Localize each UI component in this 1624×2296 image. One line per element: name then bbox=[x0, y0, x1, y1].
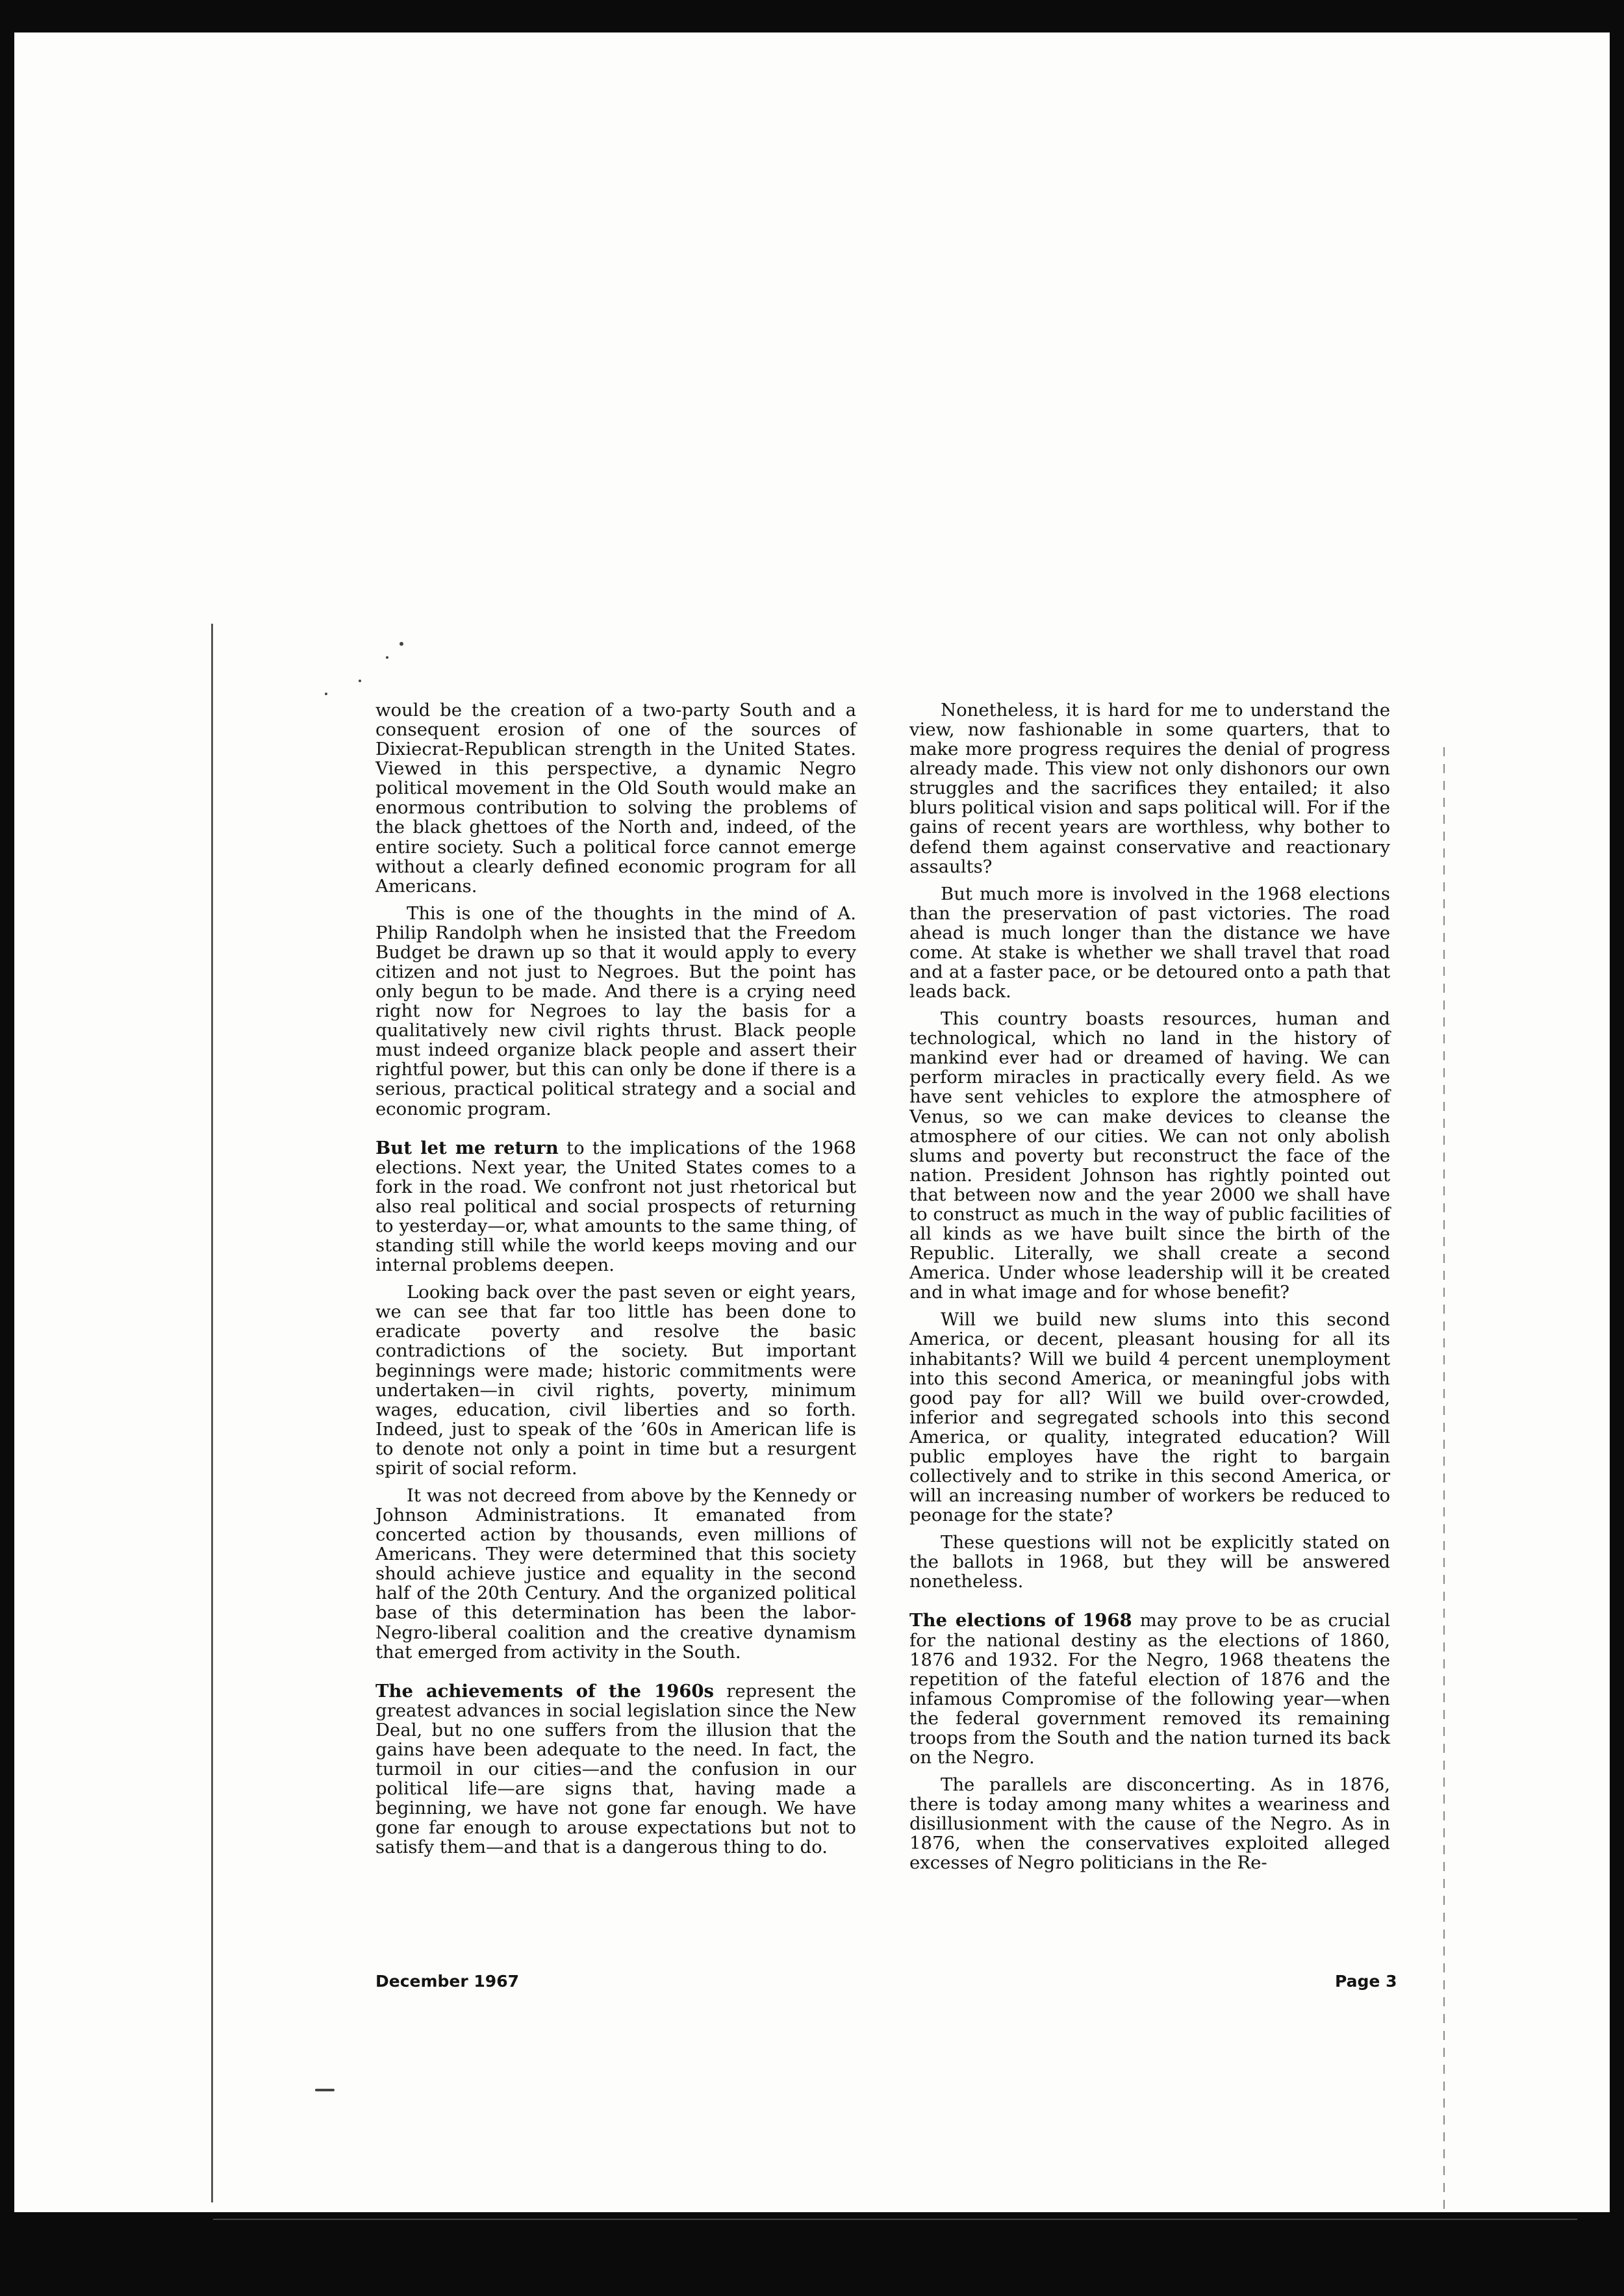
paragraph bbox=[909, 700, 1390, 876]
paragraph-text: It was not decreed from above by the Kennedy or Johnson Administrations. It emanated from concerted action by thousands, even millions of Americans. They were determined that this society should achieve justice and equality in the second half of the 20th Century. And the organized political base of this determination has been the labor-Negro-liberal coalition and the creative dynamism that emerged from activity in the South. bbox=[375, 1485, 856, 1663]
paragraph bbox=[375, 1486, 856, 1662]
run-in-heading: The achievements of the 1960s bbox=[375, 1680, 715, 1702]
scan-speck bbox=[359, 680, 361, 682]
paragraph bbox=[909, 1775, 1390, 1872]
scan-border-right bbox=[1443, 747, 1445, 2215]
paragraph bbox=[375, 904, 856, 1119]
paragraph bbox=[375, 700, 856, 896]
paragraph-text: The parallels are disconcerting. As in 1876, there is today among many whites a weariness and disillusionment with the cause of the Negro. As in 1876, when the conservatives exploited alleged excesses of Negro politicians in the Re- bbox=[909, 1774, 1390, 1874]
scan-speck bbox=[325, 693, 327, 695]
paragraph-text: Will we build new slums into this second America, or decent, pleasant housing for all its inhabitants? Will we build 4 percent unemployment into this second America, or meaningful jobs with good pay for all? Will we build over-crowded, inferior and segregated schools into this second America, or quality, integrated education? Will public employes have the right to bargain collectively and to strike in this second America, or will an increasing number of workers be reduced to peonage for the state? bbox=[909, 1309, 1390, 1526]
paragraph-text: This country boasts resources, human and technological, which no land in the history of mankind ever had or dreamed of having. We can perform miracles in practically every field. As we have sent vehicles to explore the atmosphere of Venus, so we can make devices to cleanse the atmosphere of our cities. We can not only abolish slums and poverty but reconstruct the face of the nation. President Johnson has rightly pointed out that between now and the year 2000 we shall have to construct as much in the way of public facilities of all kinds as we have built since the birth of the Republic. Literally, we shall create a second America. Under whose leadership will it be created and in what image and for whose benefit? bbox=[909, 1008, 1390, 1303]
section-paragraph bbox=[909, 1611, 1390, 1767]
section-paragraph bbox=[375, 1681, 856, 1857]
paragraph-text: represent the greatest advances in social legislation since the New Deal, but no one suffers from the illusion that the gains have been adequate to the need. In fact, the turmoil in our cities—and the confusion in our political life—are signs that, having made a beginning, we have not gone far enough. We have gone far enough to arouse expectations but not to satisfy them—and that is a dangerous thing to do. bbox=[375, 1680, 856, 1858]
scan-speck bbox=[315, 2089, 335, 2091]
paragraph-text: But much more is involved in the 1968 elections than the preservation of past victories. The road ahead is much longer than the distance we have come. At stake is whether we shall travel that road and at a faster pace, or be detoured onto a path that leads back. bbox=[909, 883, 1390, 1002]
paragraph-text: Nonetheless, it is hard for me to understand the view, now fashionable in some quarters, that to make more progress requires the denial of progress already made. This view not only dishonors our own struggles and the sacrifices they entailed; it also blurs political vision and saps political will. For if the gains of recent years are worthless, why bother to defend them against conservative and reactionary assaults? bbox=[909, 700, 1390, 877]
paragraph bbox=[909, 1009, 1390, 1302]
paragraph bbox=[909, 1533, 1390, 1591]
article-left-column bbox=[375, 700, 856, 1865]
paragraph-text: would be the creation of a two-party South and a consequent erosion of one of the sources of Dixiecrat-Republican strength in the United States. Viewed in this perspective, a dynamic Negro political movement in the Old South would make an enormous contribution to solving the problems of the black ghettoes of the North and, indeed, of the entire society. Such a political force cannot emerge without a clearly defined economic program for all Americans. bbox=[375, 700, 856, 897]
section-paragraph bbox=[375, 1138, 856, 1275]
footer-page-number: Page 3 bbox=[1335, 1972, 1397, 1991]
paragraph bbox=[909, 884, 1390, 1001]
paragraph-text: These questions will not be explicitly stated on the ballots in 1968, but they will be answered nonetheless. bbox=[909, 1532, 1390, 1592]
run-in-heading: The elections of 1968 bbox=[909, 1610, 1132, 1631]
footer-date: December 1967 bbox=[375, 1972, 519, 1991]
scan-border-left bbox=[211, 624, 213, 2202]
paragraph bbox=[375, 1282, 856, 1478]
paragraph-text: Looking back over the past seven or eight years, we can see that far too little has been done to eradicate poverty and resolve the basic contradictions of the society. But important beginnings were made; historic commitments were undertaken—in civil rights, poverty, minimum wages, education, civil liberties and so forth. Indeed, just to speak of the ’60s in American life is to denote not only a point in time but a resurgent spirit of social reform. bbox=[375, 1282, 856, 1479]
paragraph-text: may prove to be as crucial for the national destiny as the elections of 1860, 1876 and 1932. For the Negro, 1968 theatens the repetition of the fateful election of 1876 and the infamous Compromise of the following year—when the federal government removed its remaining troops from the South and the nation turned its back on the Negro. bbox=[909, 1610, 1390, 1768]
scan-speck bbox=[386, 656, 388, 659]
run-in-heading: But let me return bbox=[375, 1137, 559, 1158]
scan-speck bbox=[400, 642, 403, 646]
article-right-column bbox=[909, 700, 1390, 1880]
scan-border-bottom bbox=[213, 2219, 1577, 2220]
paragraph-text: to the implications of the 1968 elections. Next year, the United States comes to a fork in the road. We confront not just rhetorical but also real political and social prospects of returning to yesterday—or, what amounts to the same thing, of standing still while the world keeps moving and our internal problems deepen. bbox=[375, 1137, 856, 1276]
paragraph-text: This is one of the thoughts in the mind of A. Philip Randolph when he insisted that the Freedom Budget be drawn up so that it would apply to every citizen and not just to Negroes. But the point has only begun to be made. And there is a crying need right now for Negroes to lay the basis for a qualitatively new civil rights thrust. Black people must indeed organize black people and assert their rightful power, but this can only be done if there is a serious, practical political strategy and a social and economic program. bbox=[375, 902, 856, 1119]
paragraph bbox=[909, 1310, 1390, 1525]
